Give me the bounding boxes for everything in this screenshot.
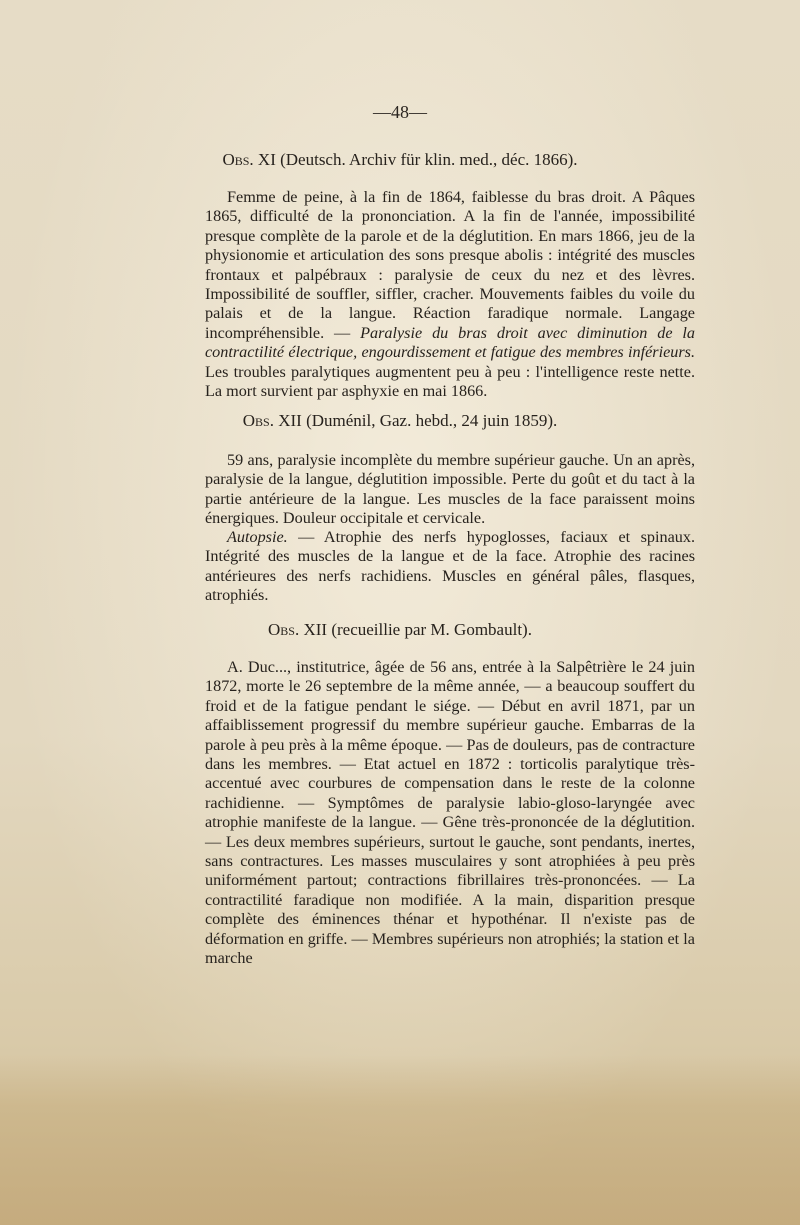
observation-paragraph <box>205 451 695 529</box>
obs-label: Obs. <box>242 411 274 430</box>
obs-label: Obs. <box>268 620 300 639</box>
page-stain <box>0 1055 800 1225</box>
observation-heading <box>0 620 800 640</box>
paragraph-text: — Atrophie des nerfs hypoglosses, faciaux et spinaux. Intégrité des muscles de la langue et de la face. Atrophie des racines antérieures des nerfs rachidiens. Muscles en général pâles, flasques, atrophiés. <box>205 528 695 605</box>
observation-heading <box>0 411 800 431</box>
observation-paragraph <box>205 658 695 969</box>
italic-text: Paralysie du bras droit avec diminution de la contractilité électrique, engourdissement et fatigue des membres inférieurs. <box>205 323 696 362</box>
observation-paragraph <box>205 528 695 606</box>
italic-text: Autopsie. <box>227 528 288 546</box>
paragraph-text: A. Duc..., institutrice, âgée de 56 ans, entrée à la Salpêtrière le 24 juin 1872, morte le 26 septembre de la même année, — a beaucoup souffert du froid et de la fatigue pendant le siége. — Début en avril 1871, par un affaiblissement progressif du membre supérieur gauche. Embarras de la parole à peu près à la même époque. — Pas de douleurs, pas de contracture dans les membres. — Etat actuel en 1872 : torticolis paralytique très-accentué avec courbures de compensation dans le reste de la colonne rachidienne. — Symptômes de paralysie labio-gloso-laryngée avec atrophie manifeste de la langue. — Gêne très-prononcée de la déglutition. — Les deux membres supérieurs, surtout le gauche, sont pendants, inertes, sans contractures. Les masses musculaires y sont atrophiées à peu près uniformément partout; contractions fibrillaires très-prononcées. — La contractilité faradique non modifiée. A la main, disparition presque complète des éminences thénar et hypothénar. Il n'existe pas de déformation en griffe. — Membres supérieurs non atrophiés; la station et la marche <box>205 658 695 968</box>
obs-heading-text: XII (recueillie par M. Gombault). <box>303 620 532 639</box>
paragraph-text: Femme de peine, à la fin de 1864, faiblesse du bras droit. A Pâques 1865, difficulté de la prononciation. A la fin de l'année, impossibilité presque complète de la parole et de la déglutition. En mars 1866, jeu de la physionomie et articulation des sons presque abolis : intégrité des muscles frontaux et palpébraux : paralysie de ceux du nez et des lèvres. Impossibilité de souffler, siffler, cracher. Mouvements faibles du voile du palais et de la langue. Réaction faradique normale. Langage incompréhensible. — <box>205 188 695 342</box>
obs-label: Obs. <box>222 150 254 169</box>
page-number: —48— <box>373 102 427 122</box>
observation-paragraph <box>205 188 695 401</box>
obs-heading-text: XI (Deutsch. Archiv für klin. med., déc. 1866). <box>257 150 578 169</box>
observation-heading <box>0 150 800 170</box>
obs-heading-text: XII (Duménil, Gaz. hebd., 24 juin 1859). <box>278 411 558 430</box>
paragraph-text: Les troubles paralytiques augmentent peu à peu : l'intelligence reste nette. La mort survient par asphyxie en mai 1866. <box>205 362 695 401</box>
paragraph-text: 59 ans, paralysie incomplète du membre supérieur gauche. Un an après, paralysie de la langue, déglutition impossible. Perte du goût et du tact à la partie antérieure de la langue. Les muscles de la face paraissent moins énergiques. Douleur occipitale et cervicale. <box>205 451 695 528</box>
